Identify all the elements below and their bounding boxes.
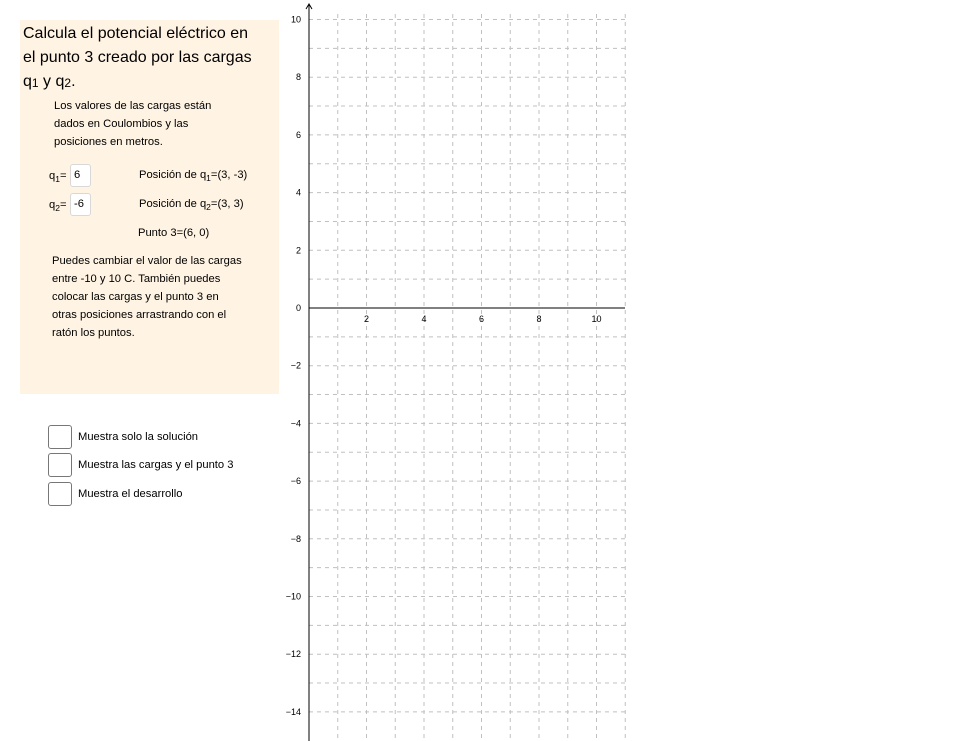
y-tick-label: −8 (290, 533, 301, 544)
y-tick-label: −6 (290, 476, 301, 487)
q2-position: Posición de $q_2=(3$, 3) (139, 198, 244, 212)
x-tick-label: 10 (591, 314, 602, 324)
point3-position: Punto 3=(6, 0) (138, 227, 210, 239)
y-tick-label: −12 (285, 649, 301, 660)
problem-title: Calcula el potencial eléctrico en el punto 3 creado por las cargas $q_1$ y $q_2$. (23, 25, 252, 90)
q1-position: Posición de $q_1=(3$, -3) (139, 169, 248, 183)
q2-label: $q_2=$ (49, 199, 67, 213)
show-charges-label: Muestra las cargas y el punto 3 (78, 459, 234, 471)
y-tick-label: 4 (295, 187, 301, 198)
y-tick-label: −2 (290, 360, 301, 371)
units-note: Los valores de las cargas están dados en Coulombios y las posiciones en metros. (54, 100, 212, 148)
q2-input[interactable]: -6 (70, 193, 91, 216)
show-solution-label: Muestra solo la solución (78, 431, 199, 443)
x-tick-label: 8 (536, 314, 542, 324)
y-tick-label: 10 (290, 14, 301, 25)
y-tick-label: 6 (295, 129, 301, 140)
y-tick-label: 0 (295, 303, 301, 313)
y-tick-label: −10 (285, 591, 301, 602)
x-tick-label: 2 (363, 314, 370, 324)
x-tick-label: 4 (421, 314, 427, 324)
x-tick-label: 6 (478, 314, 485, 324)
y-tick-label: 2 (295, 245, 301, 256)
q1-input[interactable]: 6 (70, 164, 91, 187)
y-tick-label: −14 (285, 706, 301, 717)
show-development-label: Muestra el desarrollo (78, 488, 183, 500)
help-text: Puedes cambiar el valor de las cargas entre -10 y 10 C. También puedes colocar las cargas y el punto 3 en otras posiciones arrastrando con el ratón los puntos. (52, 255, 242, 339)
q1-label: $q_1=$ (49, 170, 67, 184)
y-tick-label: −4 (290, 418, 301, 429)
y-tick-label: 8 (295, 72, 301, 83)
